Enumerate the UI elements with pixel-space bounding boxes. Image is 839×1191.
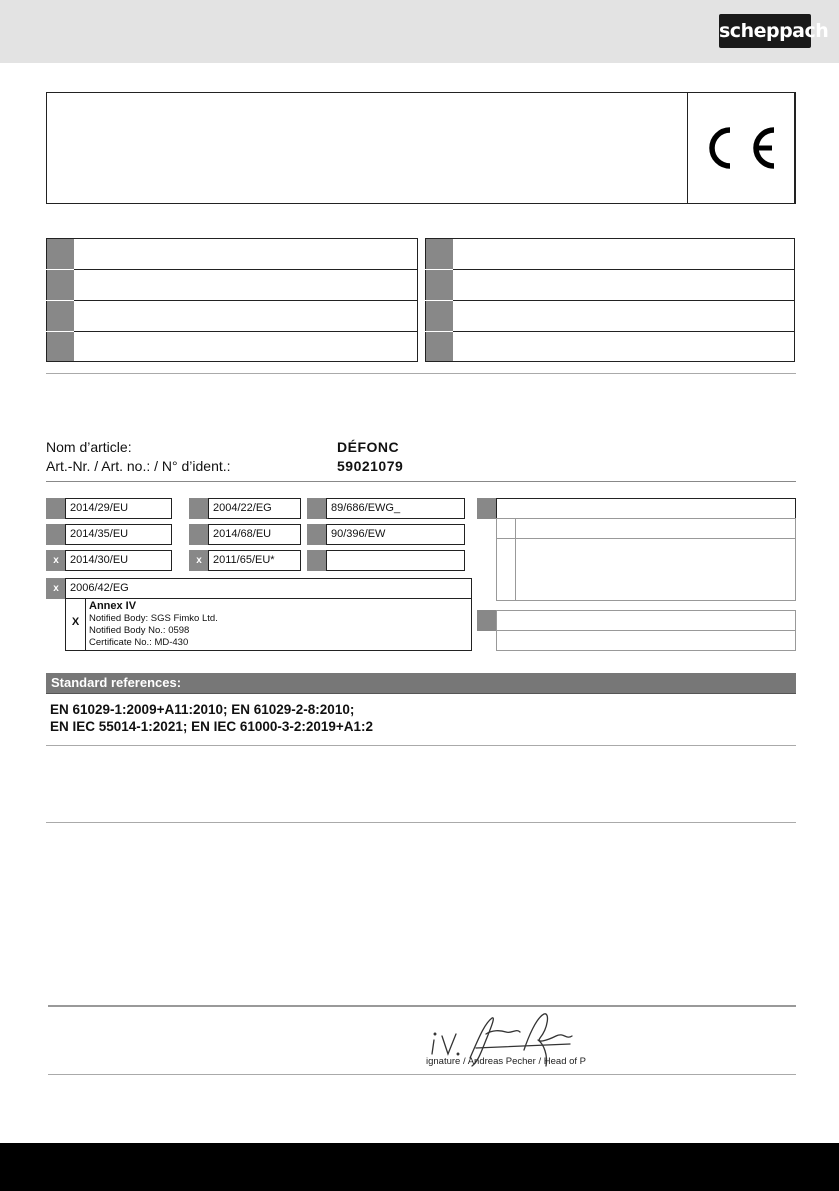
article-name-label: Nom d’article: bbox=[46, 439, 132, 455]
right-box-lower bbox=[477, 610, 797, 652]
dir2-mark-box bbox=[189, 524, 209, 545]
annex-mark-divider bbox=[85, 598, 86, 651]
standards-line-2: EN IEC 55014-1:2021; EN IEC 61000-3-2:2019+A1:2 bbox=[50, 719, 374, 734]
directive-field bbox=[326, 550, 465, 571]
ce-mark bbox=[700, 118, 782, 178]
directive-field: 2014/29/EU bbox=[65, 498, 172, 519]
directive-field: 90/396/EW bbox=[326, 524, 465, 545]
ce-divider bbox=[687, 92, 688, 204]
language-grid bbox=[46, 238, 796, 363]
divider-4 bbox=[46, 822, 796, 823]
signature-caption: ignature / Andreas Pecher / Head of P bbox=[426, 1056, 587, 1067]
directive-field: 89/686/EWG_ bbox=[326, 498, 465, 519]
signature-bottom-line bbox=[48, 1074, 796, 1075]
divider-3 bbox=[46, 745, 796, 746]
machinery-check-mark: x bbox=[53, 583, 59, 594]
directive-field: 2014/35/EU bbox=[65, 524, 172, 545]
directive-field: 2014/68/EU bbox=[208, 524, 301, 545]
title-frame bbox=[46, 92, 796, 204]
annex-check-mark: X bbox=[71, 616, 80, 628]
dir2-mark-box bbox=[189, 550, 209, 571]
article-number-value: 59021079 bbox=[337, 458, 404, 474]
standards-line-1: EN 61029-1:2009+A11:2010; EN 61029-2-8:2010; bbox=[50, 702, 355, 717]
dir3-mark-box bbox=[307, 498, 327, 519]
dir3-mark-box bbox=[307, 524, 327, 545]
directive-check-mark: x bbox=[196, 555, 202, 566]
certificate-number: Certificate No.: MD-430 bbox=[89, 637, 189, 648]
signature-top-line bbox=[48, 1005, 796, 1007]
notified-body-number: Notified Body No.: 0598 bbox=[89, 625, 190, 636]
header-bar bbox=[0, 0, 839, 63]
dir1-mark-box bbox=[46, 498, 66, 519]
dir1-mark-box bbox=[46, 550, 66, 571]
dir1-mark-box bbox=[46, 524, 66, 545]
article-name-value: DÉFONC bbox=[337, 439, 400, 455]
machinery-directive-field: 2006/42/EG bbox=[65, 578, 472, 599]
directive-field: 2004/22/EG bbox=[208, 498, 301, 519]
divider-2 bbox=[46, 481, 796, 482]
ce-mark-icon bbox=[700, 118, 782, 178]
article-number-label: Art.-Nr. / Art. no.: / N° d’ident.: bbox=[46, 458, 231, 474]
standard-references-heading: Standard references: bbox=[46, 673, 796, 693]
directive-field: 2011/65/EU* bbox=[208, 550, 301, 571]
directive-field: 2014/30/EU bbox=[65, 550, 172, 571]
brand-logo: scheppach bbox=[719, 14, 811, 48]
directive-check-mark: x bbox=[53, 555, 59, 566]
dir2-mark-box bbox=[189, 498, 209, 519]
standards-underline bbox=[46, 693, 796, 694]
machinery-mark-box bbox=[46, 578, 66, 599]
annex-title: Annex IV bbox=[89, 600, 137, 612]
divider-1 bbox=[46, 373, 796, 374]
right-box-upper bbox=[477, 498, 797, 602]
dir3-mark-box bbox=[307, 550, 327, 571]
notified-body: Notified Body: SGS Fimko Ltd. bbox=[89, 613, 218, 624]
footer-bar bbox=[0, 1143, 839, 1191]
